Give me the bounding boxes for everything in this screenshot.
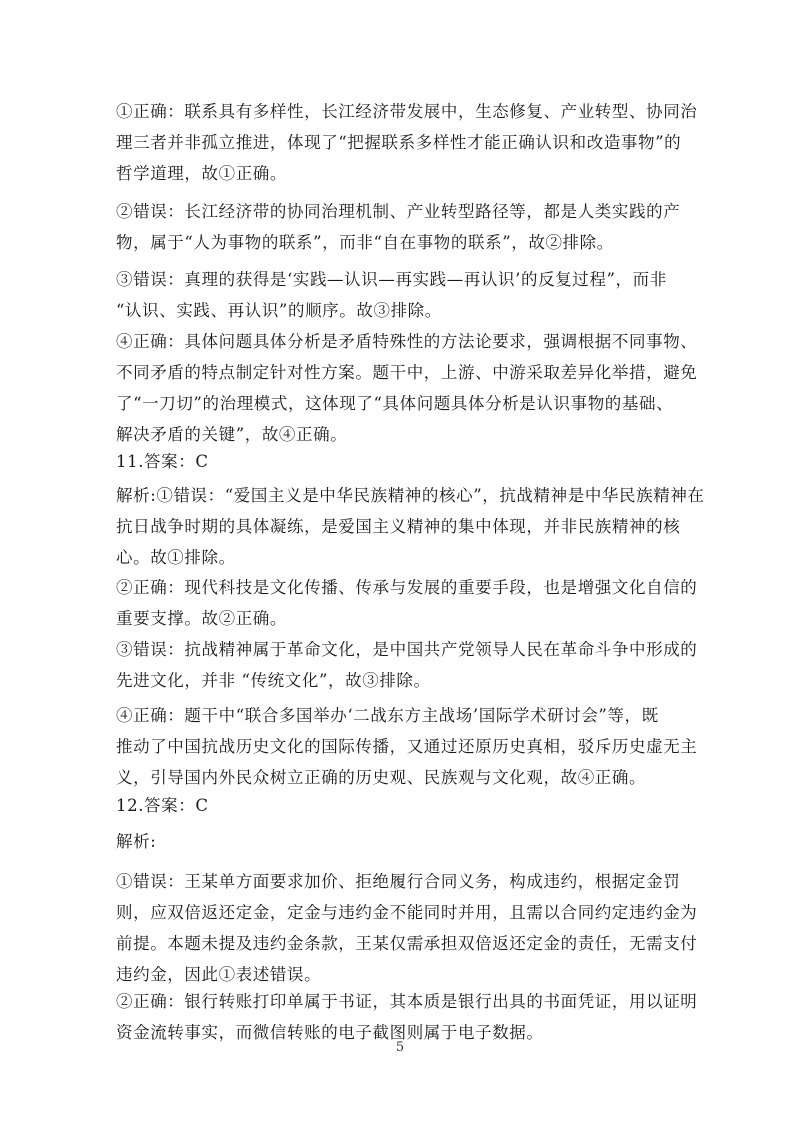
text-line: 解决矛盾的关键”，故④正确。 <box>116 425 348 444</box>
answer-11 <box>116 446 696 477</box>
text-line: 心。故①排除。 <box>116 548 236 567</box>
text-line: ②正确：现代科技是文化传播、传承与发展的重要手段，也是增强文化自信的 <box>116 578 698 597</box>
text-line: 解析:①错误：“爱国主义是中华民族精神的核心”，抗战精神是中华民族精神在 <box>116 486 705 505</box>
text-line: 了“一刀切”的治理模式，这体现了“具体问题具体分析是认识事物的基础、 <box>116 394 674 413</box>
text-line: 违约金，因此①表述错误。 <box>116 965 322 984</box>
paragraph-analysis-2 <box>116 196 696 258</box>
text-line: ①错误：王某单方面要求加价、拒绝履行合同义务，构成违约，根据定金罚 <box>116 872 681 891</box>
paragraph-q11-analysis-3 <box>116 634 696 696</box>
text-line: 物，属于“人为事物的联系”，而非“自在事物的联系”，故②排除。 <box>116 233 614 252</box>
text-line: ②错误：长江经济带的协同治理机制、产业转型路径等，都是人类实践的产 <box>116 202 681 221</box>
text-line: 先进文化，并非 “传统文化”，故③排除。 <box>116 671 431 690</box>
text-line: “认识、实践、再认识”的顺序。故③排除。 <box>116 301 442 320</box>
text-line: 抗日战争时期的具体凝练，是爱国主义精神的集中体现，并非民族精神的核 <box>116 517 681 536</box>
text-line: 不同矛盾的特点制定针对性方案。题干中，上游、中游采取差异化举措，避免 <box>116 363 698 382</box>
text-line: ④正确：题干中“联合多国举办‘二战东方主战场’国际学术研讨会”等，既 <box>116 706 659 725</box>
paragraph-q11-analysis-4 <box>116 700 696 793</box>
paragraph-q11-analysis-2 <box>116 572 696 634</box>
text-line: ③错误：抗战精神属于革命文化，是中国共产党领导人民在革命斗争中形成的 <box>116 640 698 659</box>
text-line: 推动了中国抗战历史文化的国际传播，又通过还原历史真相，驳斥历史虚无主 <box>116 737 698 756</box>
paragraph-q11-analysis-1 <box>116 480 705 573</box>
paragraph-analysis-1 <box>116 96 696 189</box>
text-line: 哲学道理，故①正确。 <box>116 164 287 183</box>
answer-line: 12.答案：C <box>116 796 209 815</box>
text-line: 前提。本题未提及违约金条款，王某仅需承担双倍返还定金的责任，无需支付 <box>116 934 698 953</box>
paragraph-analysis-4 <box>116 326 696 450</box>
text-line: ①正确：联系具有多样性，长江经济带发展中，生态修复、产业转型、协同治 <box>116 102 698 121</box>
text-line: 解析: <box>116 832 157 851</box>
text-line: 义，引导国内外民众树立正确的历史观、民族观与文化观，故④正确。 <box>116 768 647 787</box>
text-line: 理三者并非孤立推进，体现了“把握联系多样性才能正确认识和改造事物”的 <box>116 133 682 152</box>
text-line: ③错误：真理的获得是‘实践—认识—再实践—再认识’的反复过程”，而非 <box>116 270 667 289</box>
text-line: 则，应双倍返还定金，定金与违约金不能同时并用，且需以合同约定违约金为 <box>116 903 698 922</box>
page-number: 5 <box>395 1040 405 1055</box>
paragraph-q12-analysis-2 <box>116 986 696 1048</box>
text-line: ②正确：银行转账打印单属于书证，其本质是银行出具的书面凭证，用以证明 <box>116 992 698 1011</box>
answer-12 <box>116 790 696 821</box>
analysis-heading-12 <box>116 826 696 857</box>
paragraph-q12-analysis-1 <box>116 866 696 990</box>
paragraph-analysis-3 <box>116 264 696 326</box>
text-line: 重要支撑。故②正确。 <box>116 609 287 628</box>
answer-line: 11.答案：C <box>116 452 209 471</box>
text-line: 资金流转事实，而微信转账的电子截图则属于电子数据。 <box>116 1023 544 1042</box>
text-line: ④正确：具体问题具体分析是矛盾特殊性的方法论要求，强调根据不同事物、 <box>116 332 698 351</box>
